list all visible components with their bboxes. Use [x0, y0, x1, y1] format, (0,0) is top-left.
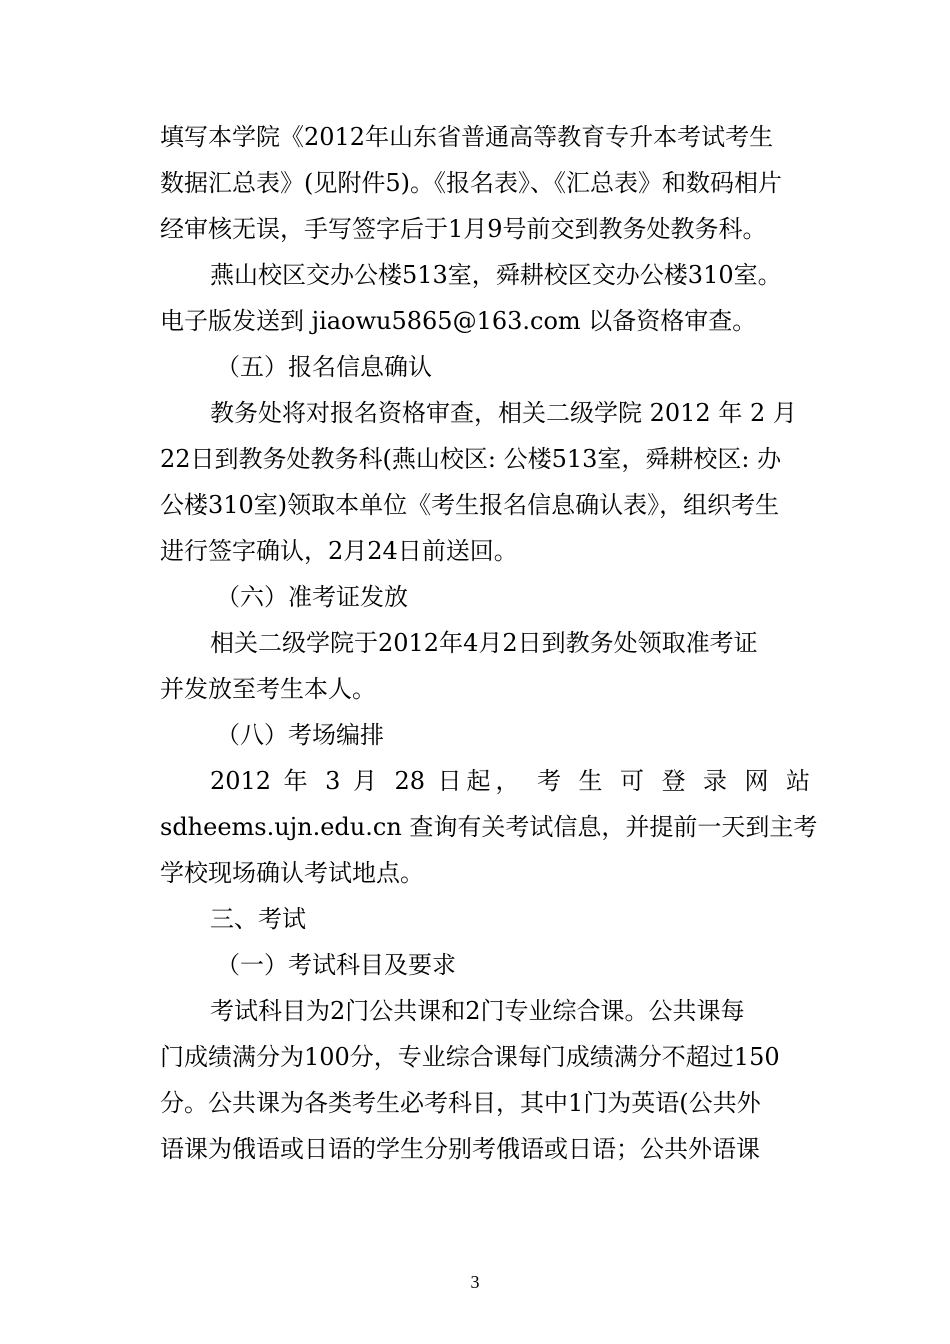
paragraph-line: 门成绩满分为100分，专业综合课每门成绩满分不超过150	[160, 1043, 780, 1071]
section-heading: （六）准考证发放	[216, 583, 408, 611]
paragraph-line: 2012 年 3 月 28 日起， 考 生 可 登 录 网 站	[210, 767, 810, 795]
paragraph-line: 公楼310室)领取本单位《考生报名信息确认表》，组织考生	[160, 491, 780, 519]
paragraph-line: 电子版发送到 jiaowu5865@163.com 以备资格审查。	[160, 307, 757, 335]
document-body	[160, 114, 818, 1172]
paragraph-line: 进行签字确认，2月24日前送回。	[160, 537, 518, 565]
paragraph-line: 相关二级学院于2012年4月2日到教务处领取准考证	[210, 629, 758, 657]
paragraph-line: 语课为俄语或日语的学生分别考俄语或日语；公共外语课	[160, 1135, 760, 1163]
paragraph-line: 填写本学院《2012年山东省普通高等教育专升本考试考生	[160, 123, 774, 151]
paragraph-line: 22日到教务处教务科(燕山校区: 公楼513室，舜耕校区: 办	[160, 445, 782, 473]
paragraph-line: 数据汇总表》(见附件5)。《报名表》、《汇总表》和数码相片	[160, 169, 782, 197]
paragraph-line: 学校现场确认考试地点。	[160, 859, 424, 887]
paragraph-line: 并发放至考生本人。	[160, 675, 376, 703]
paragraph-line: sdheems.ujn.edu.cn 查询有关考试信息，并提前一天到主考	[160, 813, 818, 841]
chapter-heading: 三、考试	[210, 905, 306, 933]
paragraph-line: 分。公共课为各类考生必考科目，其中1门为英语(公共外	[160, 1089, 761, 1117]
paragraph-line: 经审核无误，手写签字后于1月9号前交到教务处教务科。	[160, 215, 767, 243]
paragraph-line: 燕山校区交办公楼513室，舜耕校区交办公楼310室。	[210, 261, 782, 289]
section-heading: （五）报名信息确认	[216, 353, 432, 381]
section-heading: （八）考场编排	[216, 721, 384, 749]
section-heading: （一）考试科目及要求	[216, 951, 456, 979]
paragraph-line: 考试科目为2门公共课和2门专业综合课。公共课每	[210, 997, 745, 1025]
page-number: 3	[470, 1272, 480, 1292]
paragraph-line: 教务处将对报名资格审查，相关二级学院 2012 年 2 月	[210, 399, 797, 427]
